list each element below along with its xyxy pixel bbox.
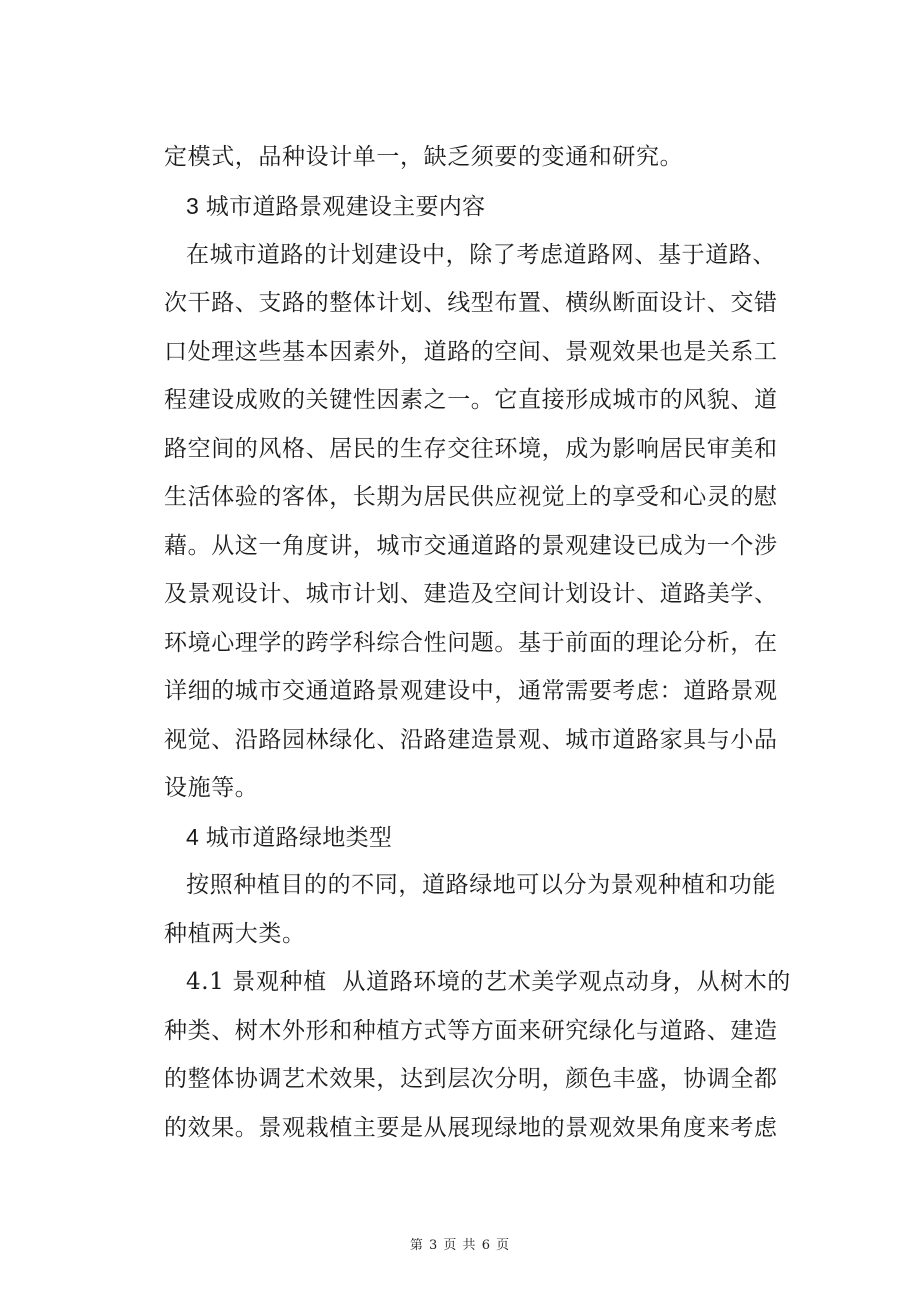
text-line: 在城市道路的计划建设中，除了考虑道路网、基于道路、: [186, 242, 776, 268]
text-line: 环境心理学的跨学科综合性问题。基于前面的理论分析，在: [164, 630, 778, 656]
text-line: 生活体验的客体，长期为居民供应视觉上的享受和心灵的慰: [164, 484, 778, 510]
page-number-footer: 第 3 页 共 6 页: [409, 1238, 511, 1253]
text-line: 路空间的风格、居民的生存交往环境，成为影响居民审美和: [164, 436, 778, 462]
text-line: 种类、树木外形和种植方式等方面来研究绿化与道路、建造: [164, 1018, 778, 1044]
text-line: 视觉、沿路园林绿化、沿路建造景观、城市道路家具与小品: [164, 727, 778, 753]
text-line: 定模式，品种设计单一，缺乏须要的变通和研究。: [164, 144, 684, 170]
text-line: 详细的城市交通道路景观建设中，通常需要考虑：道路景观: [164, 678, 778, 704]
text-line: 次干路、支路的整体计划、线型布置、横纵断面设计、交错: [164, 290, 778, 316]
text-line: 藉。从这一角度讲，城市交通道路的景观建设已成为一个涉: [164, 533, 778, 559]
section-heading-4: 4 城市道路绿地类型: [186, 824, 393, 850]
text-line: 的整体协调艺术效果，达到层次分明，颜色丰盛，协调全都: [164, 1066, 778, 1092]
text-line: 口处理这些基本因素外，道路的空间、景观效果也是关系工: [164, 339, 778, 365]
text-line: 设施等。: [164, 775, 259, 801]
section-heading-3: 3 城市道路景观建设主要内容: [186, 193, 486, 219]
text-line: 程建设成败的关键性因素之一。它直接形成城市的风貌、道: [164, 387, 778, 413]
text-line: 及景观设计、城市计划、建造及空间计划设计、道路美学、: [164, 581, 778, 607]
subsection-line-4-1: 4.1 景观种植 从道路环境的艺术美学观点动身，从树木的: [186, 969, 791, 995]
text-line: 按照种植目的的不同，道路绿地可以分为景观种植和功能: [186, 872, 776, 898]
text-line: 的效果。景观栽植主要是从展现绿地的景观效果角度来考虑: [164, 1115, 778, 1141]
text-line: 种植两大类。: [164, 921, 306, 947]
